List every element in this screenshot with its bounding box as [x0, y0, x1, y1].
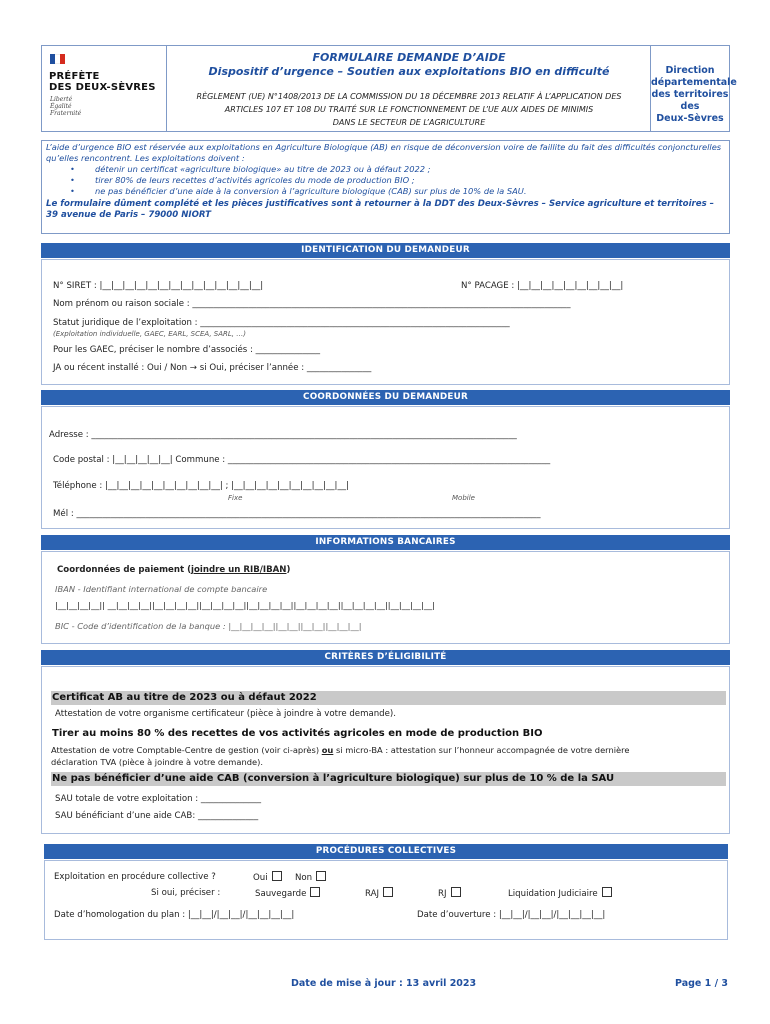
intro-box [41, 140, 730, 234]
sauvegarde-checkbox[interactable] [310, 887, 320, 897]
form-subtitle: Dispositif d’urgence – Soutien aux exploitations BIO en difficulté [208, 65, 610, 78]
siret-field[interactable]: N° SIRET : |__|__|__|__|__|__|__|__|__|__|__|__|__|__| [53, 281, 264, 291]
phone-fixe-label: Fixe [228, 494, 243, 502]
pacage-field[interactable]: N° PACAGE : |__|__|__|__|__|__|__|__|__| [461, 281, 624, 291]
marianne-flag-icon [50, 54, 66, 64]
eligibility-list [46, 164, 725, 197]
intro-text: L’aide d’urgence BIO est réservée aux exploitations en Agriculture Biologique (AB) en risque de déconversion voire de faillite du fait des difficultés conjoncturelles qu’elles rencontrent. Les exploitations doivent : [46, 142, 722, 163]
procedure-preciser: Si oui, préciser : [151, 888, 221, 898]
ja-field[interactable]: JA ou récent installé : Oui / Non → si Oui, préciser l’année : _______________ [53, 363, 372, 373]
form-title-block [167, 46, 651, 131]
prefecture-name: PRÉFÈTE DES DEUX-SÈVRES [49, 71, 156, 93]
section-bar-identification: IDENTIFICATION DU DEMANDEUR [41, 243, 730, 258]
regulation-reference: RÈGLEMENT (UE) N°1408/2013 DE LA COMMISSION DU 18 DÉCEMBRE 2013 RELATIF À L’APPLICATION DES ARTICLES 107 ET 108 DU TRAITÉ SUR LE FONCTIONNEMENT DE L’UE AUX AIDES DE MINIMIS DANS LE SECTEUR DE L’AGRICULTURE [196, 92, 622, 127]
procedure-liquidation: Liquidation Judiciaire [508, 887, 612, 899]
payment-details-label: Coordonnées de paiement (joindre un RIB/IBAN) [57, 565, 291, 575]
iban-label: IBAN - Identifiant international de compte bancaire [55, 584, 268, 594]
section-bar-procedures: PROCÉDURES COLLECTIVES [44, 844, 728, 859]
republic-motto: Liberté Égalité Fraternité [50, 96, 82, 117]
list-item: • tirer 80% de leurs recettes d’activités agricoles du mode de production BIO ; [46, 175, 725, 186]
prefecture-logo [42, 46, 167, 131]
list-item: • ne pas bénéficier d’une aide à la conversion à l’agriculture biologique (CAB) sur plus de 10% de la SAU. [46, 186, 725, 197]
opening-date-field[interactable]: Date d’ouverture : |__|__|/|__|__|/|__|__|__|__| [417, 910, 606, 920]
criterion-2-text-cont: déclaration TVA (pièce à joindre à votre demande). [51, 757, 263, 767]
list-item: • détenir un certificat «agriculture biologique» au titre de 2023 ou à défaut 2022 ; [46, 164, 725, 175]
email-field[interactable]: Mél : ____________________________________________________________________________________________________________ [53, 509, 541, 519]
procedure-raj: RAJ [365, 887, 393, 899]
sau-cab-field[interactable]: SAU bénéficiant d’une aide CAB: ______________ [55, 811, 259, 821]
return-note: Le formulaire dûment complété et les pièces justificatives sont à retourner à la DDT des Deux-Sèvres – Service agriculture et territoires – 39 avenue de Paris – 79000 NIORT [46, 199, 714, 220]
sau-total-field[interactable]: SAU totale de votre exploitation : ______________ [55, 794, 262, 804]
header-box [41, 45, 737, 132]
gaec-associates-field[interactable]: Pour les GAEC, préciser le nombre d’associés : _______________ [53, 345, 321, 355]
section-bar-coordinates: COORDONNÉES DU DEMANDEUR [41, 390, 730, 405]
criterion-3-title: Ne pas bénéficier d’une aide CAB (conversion à l’agriculture biologique) sur plus de 10 % de la SAU [51, 772, 726, 786]
legal-status-hint: (Exploitation individuelle, GAEC, EARL, SCEA, SARL, …) [53, 330, 246, 338]
form-title: FORMULAIRE DEMANDE D’AIDE [312, 51, 506, 64]
page-number: Page 1 / 3 [675, 978, 728, 989]
procedure-rj: RJ [438, 887, 461, 899]
phone-field[interactable]: Téléphone : |__|__|__|__|__|__|__|__|__|__| ; |__|__|__|__|__|__|__|__|__|__| [53, 481, 349, 491]
liquidation-checkbox[interactable] [602, 887, 612, 897]
raj-checkbox[interactable] [383, 887, 393, 897]
address-field[interactable]: Adresse : ___________________________________________________________________________________________________ [49, 430, 517, 440]
procedure-oui: Oui [253, 871, 282, 883]
non-checkbox[interactable] [316, 871, 326, 881]
iban-field[interactable]: |__|__|__|__|| __|__|__|__||__|__|__|__||__|__|__|__||__|__|__|__||__|__|__|__||__|__|__|__||__|__|__|__| [55, 600, 435, 610]
procedure-sauvegarde: Sauvegarde [255, 887, 320, 899]
criterion-2-text: Attestation de votre Comptable-Centre de gestion (voir ci-après) ou si micro-BA : attestation sur l’honneur accompagnée de votre dernière [51, 745, 630, 755]
homologation-date-field[interactable]: Date d’homologation du plan : |__|__|/|__|__|/|__|__|__|__| [54, 910, 295, 920]
procedure-non: Non [295, 871, 326, 883]
phone-mobile-label: Mobile [452, 494, 475, 502]
rj-checkbox[interactable] [451, 887, 461, 897]
procedure-question: Exploitation en procédure collective ? [54, 872, 216, 882]
legal-status-field[interactable]: Statut juridique de l’exploitation : ________________________________________________________________________ [53, 318, 510, 328]
direction-block: Direction départementale des territoires des Deux-Sèvres [651, 65, 737, 124]
section-bar-criteria: CRITÈRES D’ÉLIGIBILITÉ [41, 650, 730, 665]
name-field[interactable]: Nom prénom ou raison sociale : ________________________________________________________________________________________ [53, 299, 571, 309]
oui-checkbox[interactable] [272, 871, 282, 881]
update-date: Date de mise à jour : 13 avril 2023 [291, 978, 477, 989]
postal-code-commune-field[interactable]: Code postal : |__|__|__|__|__| Commune : ___________________________________________________________________________ [53, 455, 551, 465]
section-bar-bank: INFORMATIONS BANCAIRES [41, 535, 730, 550]
criterion-1-title: Certificat AB au titre de 2023 ou à défaut 2022 [51, 691, 726, 705]
criterion-2-title: Tirer au moins 80 % des recettes de vos activités agricoles en mode de production BIO [52, 728, 543, 739]
bic-field[interactable]: BIC - Code d’identification de la banque : |__|__|__|__||__|__||__|__||__|__|__| [55, 621, 362, 631]
criterion-1-text: Attestation de votre organisme certificateur (pièce à joindre à votre demande). [55, 709, 396, 719]
